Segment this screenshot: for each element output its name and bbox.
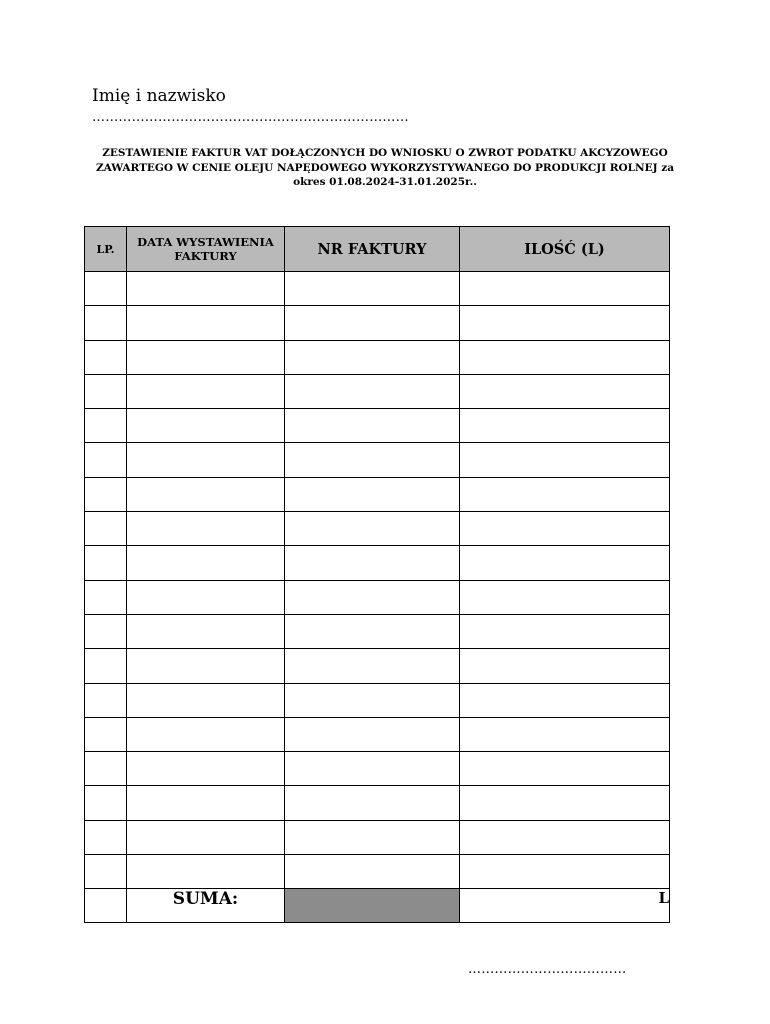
- table-row: [85, 546, 670, 580]
- quantity-cell: [460, 409, 670, 443]
- table-row: [85, 786, 670, 820]
- table-row: [85, 340, 670, 374]
- invoice-number-cell: [285, 340, 460, 374]
- invoice-number-cell: [285, 683, 460, 717]
- date-cell: [127, 752, 285, 786]
- signature-line: ………………………………: [468, 962, 627, 977]
- table-row: [85, 820, 670, 854]
- lp-cell: [85, 786, 127, 820]
- lp-cell: [85, 374, 127, 408]
- table-row: [85, 272, 670, 306]
- date-cell: [127, 272, 285, 306]
- date-cell: [127, 855, 285, 889]
- lp-cell: [85, 649, 127, 683]
- quantity-cell: [460, 683, 670, 717]
- quantity-cell: [460, 272, 670, 306]
- date-cell: [127, 649, 285, 683]
- lp-cell: [85, 683, 127, 717]
- table-row: [85, 649, 670, 683]
- column-header-invoice-number: NR FAKTURY: [285, 227, 460, 272]
- invoice-number-cell: [285, 306, 460, 340]
- invoice-number-cell: [285, 855, 460, 889]
- sum-lp-cell: [85, 889, 127, 923]
- lp-cell: [85, 340, 127, 374]
- table-row: [85, 477, 670, 511]
- date-cell: [127, 443, 285, 477]
- quantity-cell: [460, 580, 670, 614]
- quantity-cell: [460, 477, 670, 511]
- quantity-cell: [460, 820, 670, 854]
- column-header-lp: LP.: [85, 227, 127, 272]
- table-row: [85, 374, 670, 408]
- quantity-cell: [460, 546, 670, 580]
- date-cell: [127, 409, 285, 443]
- date-cell: [127, 820, 285, 854]
- lp-cell: [85, 580, 127, 614]
- lp-cell: [85, 752, 127, 786]
- quantity-cell: [460, 855, 670, 889]
- lp-cell: [85, 820, 127, 854]
- table-row: [85, 614, 670, 648]
- table-row: [85, 580, 670, 614]
- quantity-cell: [460, 717, 670, 751]
- date-cell: [127, 340, 285, 374]
- invoice-number-cell: [285, 477, 460, 511]
- lp-cell: [85, 512, 127, 546]
- invoice-number-cell: [285, 580, 460, 614]
- invoice-number-cell: [285, 752, 460, 786]
- quantity-cell: [460, 614, 670, 648]
- column-header-quantity: ILOŚĆ (L): [460, 227, 670, 272]
- invoice-number-cell: [285, 374, 460, 408]
- date-cell: [127, 546, 285, 580]
- invoice-number-cell: [285, 409, 460, 443]
- lp-cell: [85, 477, 127, 511]
- invoice-number-cell: [285, 820, 460, 854]
- name-fill-line: ………………………………………………………………: [92, 110, 409, 125]
- table-row: [85, 683, 670, 717]
- invoice-number-cell: [285, 546, 460, 580]
- date-cell: [127, 580, 285, 614]
- sum-unit: L: [460, 889, 670, 923]
- date-cell: [127, 683, 285, 717]
- lp-cell: [85, 272, 127, 306]
- quantity-cell: [460, 649, 670, 683]
- lp-cell: [85, 614, 127, 648]
- quantity-cell: [460, 786, 670, 820]
- table-row: [85, 306, 670, 340]
- table-row: [85, 717, 670, 751]
- lp-cell: [85, 717, 127, 751]
- date-cell: [127, 306, 285, 340]
- date-cell: [127, 374, 285, 408]
- lp-cell: [85, 546, 127, 580]
- table-row: [85, 752, 670, 786]
- lp-cell: [85, 443, 127, 477]
- invoice-number-cell: [285, 272, 460, 306]
- table-row: [85, 443, 670, 477]
- name-label: Imię i nazwisko: [92, 86, 226, 106]
- lp-cell: [85, 306, 127, 340]
- invoice-number-cell: [285, 512, 460, 546]
- invoice-table: [84, 226, 670, 923]
- date-cell: [127, 614, 285, 648]
- sum-label: SUMA:: [127, 889, 285, 923]
- quantity-cell: [460, 752, 670, 786]
- document-title: ZESTAWIENIE FAKTUR VAT DOŁĄCZONYCH DO WNIOSKU O ZWROT PODATKU AKCYZOWEGO ZAWARTEGO W CENIE OLEJU NAPĘDOWEGO WYKORZYSTYWANEGO DO PRODUKCJI ROLNEJ za okres 01.08.2024-31.01.2025r..: [95, 147, 675, 188]
- invoice-number-cell: [285, 717, 460, 751]
- invoice-number-cell: [285, 786, 460, 820]
- table-row: [85, 409, 670, 443]
- column-header-date: DATA WYSTAWIENIA FAKTURY: [127, 227, 285, 272]
- table-row: [85, 512, 670, 546]
- quantity-cell: [460, 306, 670, 340]
- invoice-number-cell: [285, 443, 460, 477]
- table-header-row: [85, 227, 670, 272]
- sum-row: [85, 889, 670, 923]
- quantity-cell: [460, 374, 670, 408]
- quantity-cell: [460, 512, 670, 546]
- date-cell: [127, 786, 285, 820]
- date-cell: [127, 512, 285, 546]
- date-cell: [127, 717, 285, 751]
- table-row: [85, 855, 670, 889]
- sum-shaded-cell: [285, 889, 460, 923]
- invoice-number-cell: [285, 649, 460, 683]
- lp-cell: [85, 855, 127, 889]
- quantity-cell: [460, 443, 670, 477]
- invoice-number-cell: [285, 614, 460, 648]
- lp-cell: [85, 409, 127, 443]
- quantity-cell: [460, 340, 670, 374]
- date-cell: [127, 477, 285, 511]
